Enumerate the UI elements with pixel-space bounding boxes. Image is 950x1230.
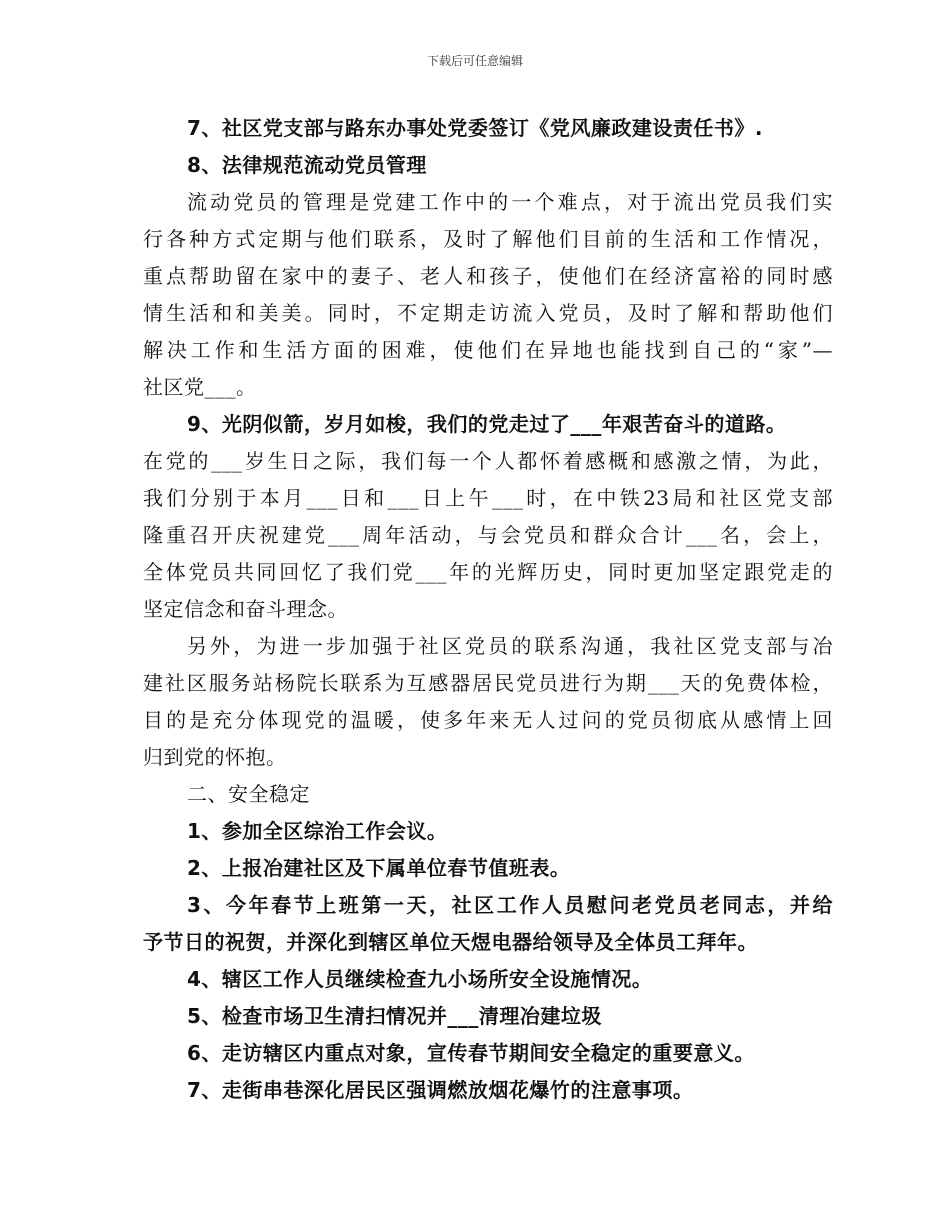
text-line: 隆重召开庆祝建党___周年活动，与会党员和群众合计___名，会上， <box>143 523 833 547</box>
text-line: 4、辖区工作人员继续检查九小场所安全设施情况。 <box>187 967 653 991</box>
text-line: 另外，为进一步加强于社区党员的联系沟通，我社区党支部与冶 <box>187 634 833 658</box>
text-line: 全体党员共同回忆了我们党___年的光辉历史，同时更加坚定跟党走的 <box>143 560 833 584</box>
text-line: 3、今年春节上班第一天，社区工作人员慰问老党员老同志，并给 <box>187 893 833 917</box>
text-line: 我们分别于本月___日和___日上午___时，在中铁23局和社区党支部 <box>143 486 833 510</box>
text-line: 流动党员的管理是党建工作中的一个难点，对于流出党员我们实 <box>187 190 833 214</box>
text-line: 9、光阴似箭，岁月如梭，我们的党走过了___年艰苦奋斗的道路。 <box>187 412 787 436</box>
text-line: 2、上报冶建社区及下属单位春节值班表。 <box>187 856 571 880</box>
text-line: 7、社区党支部与路东办事处党委签订《党风廉政建设责任书》. <box>187 116 764 140</box>
text-line: 情生活和和美美。同时，不定期走访流入党员，及时了解和帮助他们 <box>143 301 833 325</box>
page-header: 下载后可任意编辑 <box>426 54 523 68</box>
text-line: 社区党___。 <box>143 375 257 399</box>
text-line: 8、法律规范流动党员管理 <box>187 153 427 177</box>
text-line: 二、安全稳定 <box>187 782 310 806</box>
text-line: 1、参加全区综治工作会议。 <box>187 819 448 843</box>
text-line: 目的是充分体现党的温暖，使多年来无人过问的党员彻底从感情上回 <box>143 708 833 732</box>
text-line: 7、走街串巷深化居民区强调燃放烟花爆竹的注意事项。 <box>187 1078 694 1102</box>
text-line: 5、检查市场卫生清扫情况并___清理冶建垃圾 <box>187 1004 602 1028</box>
text-line: 6、走访辖区内重点对象，宣传春节期间安全稳定的重要意义。 <box>187 1041 755 1065</box>
text-line: 建社区服务站杨院长联系为互感器居民党员进行为期___天的免费体检， <box>143 671 833 695</box>
text-line: 在党的___岁生日之际，我们每一个人都怀着感概和感激之情，为此， <box>143 449 833 473</box>
text-line: 解决工作和生活方面的困难，使他们在异地也能找到自己的“家”— <box>143 338 833 362</box>
document-body <box>143 110 833 1109</box>
text-line: 坚定信念和奋斗理念。 <box>143 597 348 621</box>
text-line: 予节日的祝贺，并深化到辖区单位天煜电器给领导及全体员工拜年。 <box>143 930 758 954</box>
text-line: 重点帮助留在家中的妻子、老人和孩子，使他们在经济富裕的同时感 <box>143 264 833 288</box>
text-line: 行各种方式定期与他们联系，及时了解他们目前的生活和工作情况， <box>143 227 833 251</box>
text-line: 归到党的怀抱。 <box>143 745 287 769</box>
